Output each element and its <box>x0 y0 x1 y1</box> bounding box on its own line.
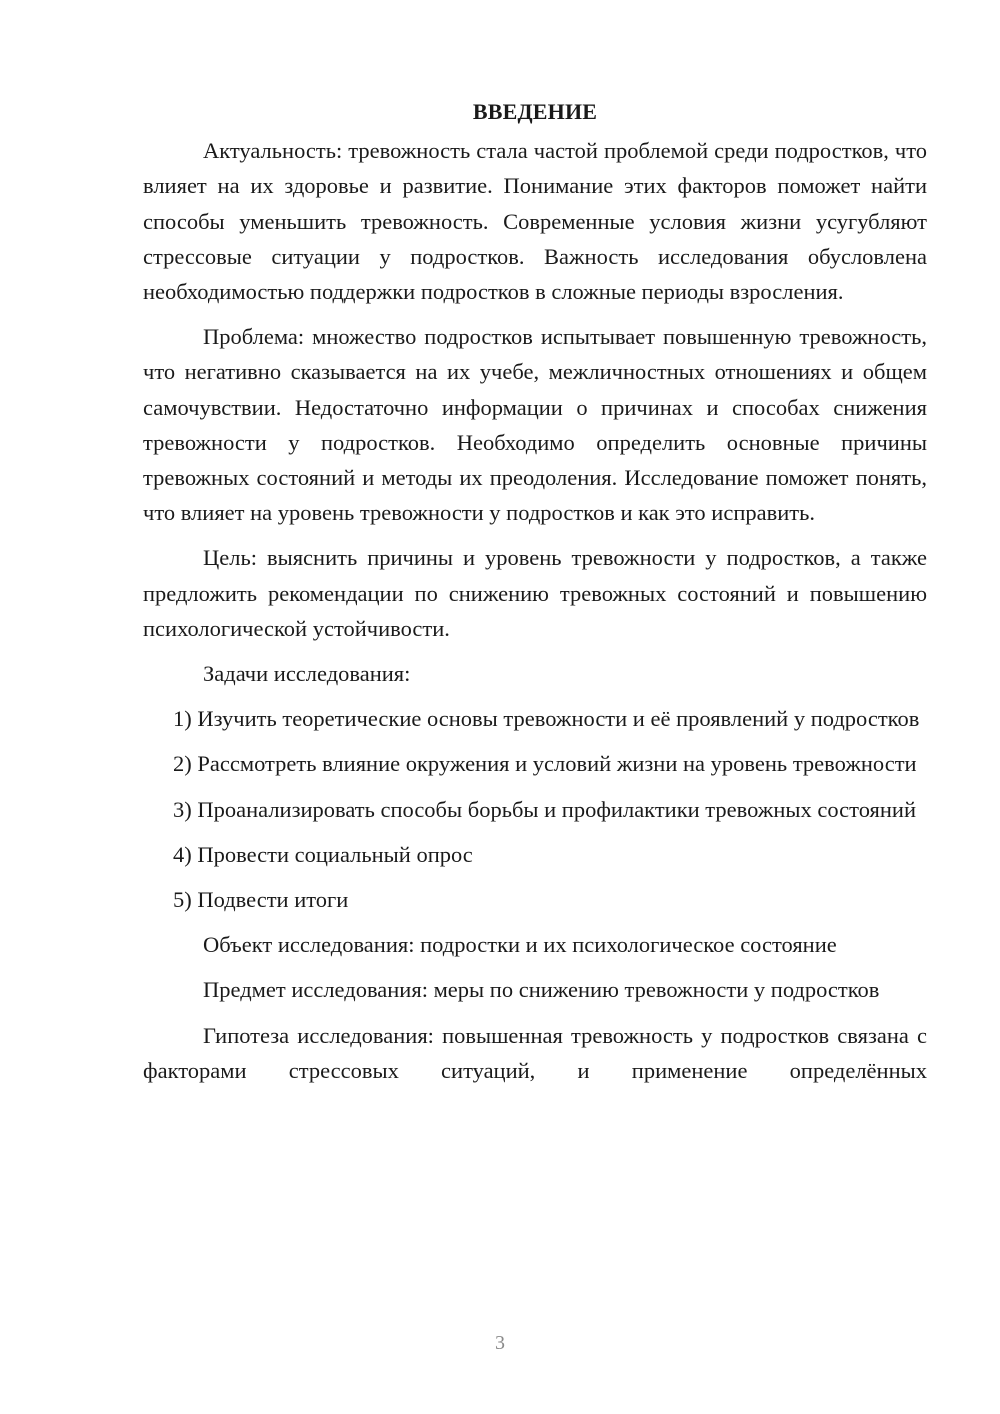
object-paragraph: Объект исследования: подростки и их психологическое состояние <box>203 932 837 958</box>
task-item-1: 1) Изучить теоретические основы тревожности и её проявлений у подростков <box>173 706 920 732</box>
page-content <box>143 94 927 1098</box>
task-item-4: 4) Провести социальный опрос <box>173 841 473 867</box>
problem-paragraph: Проблема: множество подростков испытывает повышенную тревожность, что негативно сказывается на их учебе, межличностных отношениях и общем самочувствии. Недостаточно информации о причинах и способах снижения тревожности у подростков. Необходимо определить основные причины тревожных состояний и методы их преодоления. Исследование поможет понять, что влияет на уровень тревожности у подростков и как это исправить. <box>143 324 927 526</box>
page-number: 3 <box>495 1332 505 1354</box>
relevance-paragraph: Актуальность: тревожность стала частой проблемой среди подростков, что влияет на их здоровье и развитие. Понимание этих факторов поможет найти способы уменьшить тревожность. Современные условия жизни усугубляют стрессовые ситуации у подростков. Важность исследования обусловлена необходимостью поддержки подростков в сложные периоды взросления. <box>143 138 927 305</box>
tasks-heading: Задачи исследования: <box>203 661 411 687</box>
hypothesis-paragraph: Гипотеза исследования: повышенная тревожность у подростков связана с факторами стрессовых ситуаций, и применение определённых <box>143 1022 927 1083</box>
section-title: ВВЕДЕНИЕ <box>472 99 598 124</box>
goal-paragraph: Цель: выяснить причины и уровень тревожности у подростков, а также предложить рекомендации по снижению тревожных состояний и повышению психологической устойчивости. <box>143 545 927 641</box>
task-item-2: 2) Рассмотреть влияние окружения и условий жизни на уровень тревожности <box>173 751 917 777</box>
subject-paragraph: Предмет исследования: меры по снижению тревожности у подростков <box>203 977 880 1003</box>
task-item-3: 3) Проанализировать способы борьбы и профилактики тревожных состояний <box>173 796 916 822</box>
task-item-5: 5) Подвести итоги <box>173 887 349 913</box>
